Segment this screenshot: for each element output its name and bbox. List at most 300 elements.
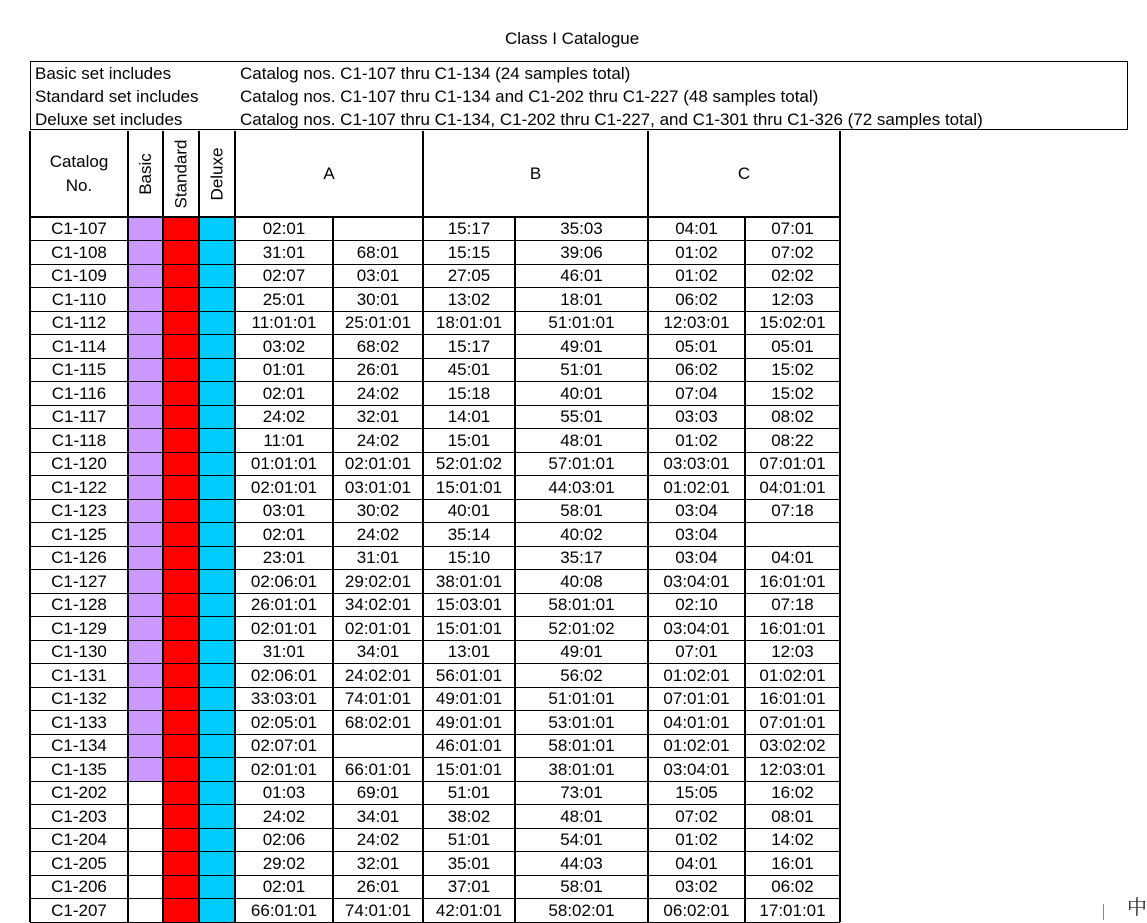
horizontal-grid-line: [30, 381, 840, 382]
allele-cell-b1: 15:01:01: [435, 759, 503, 779]
basic-swatch: [128, 805, 163, 829]
allele-cell-c2: 12:03: [771, 289, 814, 309]
header-standard: Standard: [171, 139, 190, 209]
deluxe-swatch: [199, 335, 235, 359]
standard-swatch: [163, 899, 199, 923]
catalog-table: [30, 131, 840, 920]
allele-cell-a2: 25:01:01: [344, 313, 412, 332]
standard-swatch: [163, 805, 199, 829]
allele-cell-a1: 01:01:01: [250, 454, 318, 473]
allele-cell-c2: [745, 523, 840, 547]
allele-cell-c1: 02:10: [675, 595, 718, 614]
standard-set-label: Standard set includes: [35, 87, 199, 106]
allele-cell-b1: 35:14: [447, 524, 491, 544]
allele-cell-a1: 02:01:01: [250, 618, 318, 638]
catalog-no-cell: C1-107: [51, 219, 107, 238]
allele-cell-b2: 49:01: [560, 336, 603, 356]
allele-cell-b2: 40:02: [560, 524, 603, 544]
allele-cell-c1: 01:02:01: [663, 736, 730, 755]
deluxe-swatch: [199, 499, 235, 523]
allele-cell-a2: 26:01: [356, 360, 400, 379]
standard-swatch: [163, 358, 199, 382]
window-edge-divider: [1103, 904, 1104, 920]
allele-cell-b2: 58:01: [560, 877, 603, 896]
allele-cell-b2: 54:01: [560, 830, 603, 849]
allele-cell-b1: 18:01:01: [435, 313, 503, 332]
allele-cell-a1: 02:01: [262, 383, 306, 403]
allele-cell-a1: 02:07:01: [250, 736, 318, 755]
standard-swatch: [163, 523, 199, 547]
set-info-box: [30, 61, 1128, 130]
deluxe-swatch: [199, 382, 235, 406]
horizontal-grid-line: [30, 734, 840, 735]
allele-cell-b2: 35:17: [560, 548, 603, 567]
allele-cell-a2: 68:01: [356, 242, 400, 262]
allele-cell-c2: 16:01:01: [759, 618, 826, 638]
basic-swatch: [128, 617, 163, 641]
catalog-no-cell: C1-206: [51, 877, 107, 896]
basic-swatch: [128, 758, 163, 782]
allele-cell-a2: 34:01: [356, 642, 400, 661]
allele-cell-a1: 33:03:01: [250, 689, 318, 708]
standard-swatch: [163, 335, 199, 359]
standard-swatch: [163, 382, 199, 406]
deluxe-swatch: [199, 758, 235, 782]
standard-swatch: [163, 758, 199, 782]
allele-cell-b2: 57:01:01: [548, 454, 615, 473]
allele-cell-b2: 49:01: [560, 642, 603, 661]
deluxe-swatch: [199, 429, 235, 453]
horizontal-grid-line: [30, 687, 840, 688]
allele-cell-c1: 06:02: [675, 289, 718, 309]
allele-cell-a1: 02:01: [262, 219, 306, 238]
allele-cell-b2: 51:01: [560, 360, 603, 379]
deluxe-swatch: [199, 617, 235, 641]
catalog-no-cell: C1-204: [51, 830, 107, 849]
standard-swatch: [163, 828, 199, 852]
allele-cell-c1: 04:01:01: [663, 712, 730, 732]
horizontal-grid-line: [30, 922, 840, 923]
basic-swatch: [128, 687, 163, 711]
allele-cell-b1: 14:01: [447, 407, 491, 426]
allele-cell-c1: 04:01: [675, 219, 718, 238]
standard-swatch: [163, 288, 199, 312]
allele-cell-a1: 02:06: [262, 830, 306, 849]
allele-cell-b1: 51:01: [447, 830, 491, 849]
page-title: Class I Catalogue: [505, 29, 640, 48]
catalog-no-cell: C1-207: [51, 900, 107, 920]
allele-cell-a2: 24:02: [356, 524, 400, 544]
allele-cell-b1: 15:01:01: [435, 477, 503, 497]
standard-swatch: [163, 546, 199, 570]
deluxe-swatch: [199, 241, 235, 265]
standard-swatch: [163, 617, 199, 641]
standard-swatch: [163, 241, 199, 265]
basic-swatch: [128, 499, 163, 523]
catalog-no-cell: C1-129: [51, 618, 107, 638]
allele-cell-b2: 40:08: [560, 571, 603, 591]
allele-cell-a2: 34:02:01: [344, 595, 412, 614]
allele-cell-c2: 07:18: [771, 501, 814, 520]
allele-cell-b1: 15:01: [447, 430, 491, 450]
horizontal-grid-line: [30, 334, 840, 335]
allele-cell-a2: 68:02:01: [344, 712, 412, 732]
allele-cell-a2: 29:02:01: [344, 571, 412, 591]
allele-cell-c2: 04:01: [771, 548, 814, 567]
catalog-no-cell: C1-118: [51, 430, 107, 450]
catalog-no-cell: C1-116: [51, 383, 107, 403]
allele-cell-a2: [333, 217, 423, 241]
allele-cell-c1: 12:03:01: [663, 313, 730, 332]
deluxe-swatch: [199, 899, 235, 923]
basic-swatch: [128, 570, 163, 594]
allele-cell-a2: 02:01:01: [344, 618, 412, 638]
basic-swatch: [128, 264, 163, 288]
basic-swatch: [128, 476, 163, 500]
basic-swatch: [128, 523, 163, 547]
allele-cell-b2: 51:01:01: [548, 313, 615, 332]
allele-cell-b1: 15:18: [447, 383, 491, 403]
horizontal-grid-line: [30, 428, 840, 429]
horizontal-grid-line: [30, 757, 840, 758]
horizontal-grid-line: [30, 616, 840, 617]
allele-cell-b1: 35:01: [447, 853, 491, 873]
deluxe-swatch: [199, 711, 235, 735]
allele-cell-c2: 14:02: [771, 830, 814, 849]
deluxe-swatch: [199, 217, 235, 241]
allele-cell-c2: 07:02: [771, 242, 814, 262]
allele-cell-a1: 02:01: [262, 877, 306, 896]
allele-cell-c1: 01:02:01: [663, 477, 730, 497]
catalog-no-cell: C1-126: [51, 548, 107, 567]
catalog-no-cell: C1-123: [51, 501, 107, 520]
deluxe-swatch: [199, 476, 235, 500]
horizontal-grid-line: [30, 240, 840, 241]
allele-cell-a2: 30:01: [356, 289, 400, 309]
allele-cell-a1: 24:02: [262, 806, 306, 826]
basic-swatch: [128, 852, 163, 876]
horizontal-grid-line: [30, 851, 840, 852]
allele-cell-a1: 02:06:01: [250, 665, 318, 685]
catalog-no-cell: C1-114: [51, 336, 107, 356]
horizontal-grid-line: [30, 804, 840, 805]
allele-cell-a2: 30:02: [356, 501, 400, 520]
catalog-no-cell: C1-109: [51, 266, 107, 285]
allele-cell-c2: 06:02: [771, 877, 814, 896]
allele-cell-c2: 07:18: [771, 595, 814, 614]
allele-cell-b1: 56:01:01: [435, 665, 503, 685]
horizontal-grid-line: [30, 569, 840, 570]
allele-cell-a2: 32:01: [356, 407, 400, 426]
deluxe-swatch: [199, 452, 235, 476]
horizontal-grid-line: [30, 287, 840, 288]
basic-swatch: [128, 711, 163, 735]
allele-cell-a2: 26:01: [356, 877, 400, 896]
allele-cell-c2: 07:01:01: [759, 454, 826, 473]
allele-cell-c2: 15:02: [771, 360, 814, 379]
allele-cell-b1: 38:02: [447, 806, 491, 826]
allele-cell-c1: 03:04:01: [663, 759, 730, 779]
allele-cell-a1: 02:01:01: [250, 477, 318, 497]
deluxe-swatch: [199, 852, 235, 876]
basic-swatch: [128, 640, 163, 664]
catalog-no-cell: C1-108: [51, 242, 107, 262]
horizontal-grid-line: [30, 405, 840, 406]
allele-cell-c1: 01:02: [675, 430, 718, 450]
basic-swatch: [128, 335, 163, 359]
allele-cell-b1: 13:01: [447, 642, 491, 661]
basic-swatch: [128, 452, 163, 476]
allele-cell-c2: 12:03:01: [759, 759, 826, 779]
allele-cell-c2: 16:01: [771, 853, 814, 873]
allele-cell-c2: 08:02: [771, 407, 814, 426]
header-a: A: [323, 164, 335, 183]
catalog-no-cell: C1-117: [51, 407, 107, 426]
allele-cell-b1: 13:02: [447, 289, 491, 309]
allele-cell-b2: 18:01: [560, 289, 603, 309]
allele-cell-a1: 66:01:01: [250, 900, 318, 920]
horizontal-grid-line: [30, 898, 840, 899]
header-basic: Basic: [135, 153, 155, 195]
allele-cell-a1: 25:01: [262, 289, 306, 309]
allele-cell-b2: 38:01:01: [548, 759, 615, 779]
horizontal-grid-line: [30, 264, 840, 265]
catalog-no-cell: C1-134: [51, 736, 107, 755]
horizontal-grid-line: [30, 593, 840, 594]
allele-cell-b1: 27:05: [447, 266, 491, 285]
header-catalog-no: Catalog No.: [49, 152, 109, 195]
allele-cell-c1: 03:03: [675, 407, 718, 426]
horizontal-grid-line: [30, 781, 840, 782]
allele-cell-c2: 07:01: [771, 219, 814, 238]
allele-cell-c2: 16:01:01: [759, 689, 826, 708]
deluxe-swatch: [199, 734, 235, 758]
allele-cell-a1: 02:06:01: [250, 571, 318, 591]
catalog-no-cell: C1-115: [51, 360, 107, 379]
allele-cell-c1: 07:02: [675, 806, 718, 826]
deluxe-swatch: [199, 828, 235, 852]
allele-cell-a1: 31:01: [262, 242, 306, 262]
allele-cell-a2: 24:02:01: [344, 665, 412, 685]
standard-swatch: [163, 429, 199, 453]
allele-cell-b1: 15:15: [447, 242, 491, 262]
allele-cell-a1: 01:01: [262, 360, 306, 379]
allele-cell-b1: 15:10: [447, 548, 491, 567]
allele-cell-a1: 23:01: [262, 548, 306, 567]
standard-swatch: [163, 711, 199, 735]
allele-cell-c1: 06:02: [675, 360, 718, 379]
allele-cell-c1: 03:02: [675, 877, 718, 896]
horizontal-grid-line: [30, 452, 840, 453]
header-deluxe: Deluxe: [207, 147, 227, 201]
catalog-no-cell: C1-128: [51, 595, 107, 614]
allele-cell-b2: 56:02: [560, 665, 603, 685]
deluxe-swatch: [199, 640, 235, 664]
allele-cell-a1: 02:01: [262, 524, 306, 544]
allele-cell-b1: 42:01:01: [435, 900, 503, 920]
header-b: B: [529, 164, 542, 183]
basic-set-value: Catalog nos. C1-107 thru C1-134 (24 samples total): [240, 64, 631, 83]
standard-swatch: [163, 687, 199, 711]
allele-cell-c2: 08:22: [771, 430, 814, 450]
horizontal-grid-line: [30, 475, 840, 476]
basic-swatch: [128, 593, 163, 617]
deluxe-swatch: [199, 570, 235, 594]
catalog-no-cell: C1-202: [51, 783, 107, 802]
allele-cell-b2: 58:01:01: [548, 736, 615, 755]
deluxe-swatch: [199, 288, 235, 312]
standard-swatch: [163, 781, 199, 805]
basic-swatch: [128, 429, 163, 453]
allele-cell-a1: 02:05:01: [250, 712, 318, 732]
horizontal-grid-line: [30, 311, 840, 312]
basic-swatch: [128, 899, 163, 923]
allele-cell-c2: 03:02:02: [759, 736, 826, 755]
standard-swatch: [163, 499, 199, 523]
allele-cell-b2: 55:01: [560, 407, 603, 426]
deluxe-swatch: [199, 358, 235, 382]
allele-cell-c1: 03:04: [675, 524, 718, 544]
allele-cell-b2: 58:02:01: [548, 900, 615, 920]
catalog-no-cell: C1-130: [51, 642, 107, 661]
standard-swatch: [163, 570, 199, 594]
allele-cell-a2: [333, 734, 423, 758]
basic-swatch: [128, 734, 163, 758]
allele-cell-c1: 05:01: [675, 336, 718, 356]
allele-cell-b1: 52:01:02: [435, 454, 503, 473]
horizontal-grid-line: [30, 663, 840, 664]
allele-cell-b1: 45:01: [447, 360, 491, 379]
basic-swatch: [128, 828, 163, 852]
header-c: C: [737, 164, 751, 183]
catalog-no-cell: C1-133: [51, 712, 107, 732]
basic-swatch: [128, 664, 163, 688]
standard-swatch: [163, 593, 199, 617]
allele-cell-b1: 51:01: [447, 783, 491, 802]
catalog-no-cell: C1-122: [51, 477, 107, 497]
allele-cell-a1: 11:01: [263, 430, 305, 450]
basic-swatch: [128, 217, 163, 241]
allele-cell-b2: 39:06: [560, 242, 603, 262]
allele-cell-a2: 02:01:01: [344, 454, 412, 473]
catalog-no-cell: C1-110: [51, 289, 107, 309]
standard-swatch: [163, 405, 199, 429]
allele-cell-b2: 53:01:01: [548, 712, 615, 732]
deluxe-swatch: [199, 593, 235, 617]
allele-cell-a2: 31:01: [356, 548, 400, 567]
basic-swatch: [128, 781, 163, 805]
catalog-no-cell: C1-127: [51, 571, 107, 591]
allele-cell-c1: 06:02:01: [663, 900, 730, 920]
allele-cell-a2: 24:02: [356, 830, 400, 849]
allele-cell-b2: 73:01: [560, 783, 603, 802]
basic-swatch: [128, 241, 163, 265]
allele-cell-b1: 40:01: [447, 501, 491, 520]
basic-swatch: [128, 311, 163, 335]
allele-cell-c1: 03:04: [675, 548, 718, 567]
allele-cell-c1: 01:02:01: [663, 665, 730, 685]
catalog-no-cell: C1-125: [51, 524, 107, 544]
deluxe-swatch: [199, 805, 235, 829]
allele-cell-b1: 46:01:01: [435, 736, 503, 755]
allele-cell-a2: 03:01:01: [344, 477, 412, 497]
allele-cell-c2: 12:03: [771, 642, 814, 661]
basic-swatch: [128, 546, 163, 570]
allele-cell-c2: 15:02: [771, 383, 814, 403]
standard-swatch: [163, 875, 199, 899]
horizontal-grid-line: [30, 216, 840, 218]
horizontal-grid-line: [30, 640, 840, 641]
standard-swatch: [163, 852, 199, 876]
catalog-no-cell: C1-132: [51, 689, 107, 708]
deluxe-swatch: [199, 781, 235, 805]
catalog-no-cell: C1-205: [51, 853, 107, 873]
allele-cell-b2: 46:01: [560, 266, 603, 285]
allele-cell-c1: 01:02: [675, 266, 718, 285]
allele-cell-a1: 24:02: [262, 407, 306, 426]
deluxe-swatch: [199, 523, 235, 547]
allele-cell-a2: 34:01: [356, 806, 400, 826]
standard-swatch: [163, 476, 199, 500]
allele-cell-a1: 03:02: [262, 336, 306, 356]
allele-cell-c1: 15:05: [675, 783, 718, 802]
catalog-no-cell: C1-120: [51, 454, 107, 473]
allele-cell-c2: 17:01:01: [759, 900, 826, 920]
deluxe-swatch: [199, 875, 235, 899]
allele-cell-c1: 07:04: [675, 383, 718, 403]
allele-cell-c2: 01:02:01: [759, 665, 826, 685]
allele-cell-b2: 48:01: [560, 430, 603, 450]
allele-cell-a1: 02:07: [262, 266, 306, 285]
ime-indicator: 中: [1127, 897, 1147, 919]
allele-cell-b2: 44:03: [560, 853, 603, 873]
allele-cell-a1: 26:01:01: [250, 595, 318, 614]
allele-cell-c1: 03:04:01: [663, 571, 730, 591]
allele-cell-c2: 04:01:01: [759, 477, 826, 497]
deluxe-swatch: [199, 311, 235, 335]
allele-cell-a2: 74:01:01: [344, 900, 412, 920]
deluxe-swatch: [199, 664, 235, 688]
allele-cell-c1: 01:02: [675, 830, 718, 849]
allele-cell-b1: 15:01:01: [435, 618, 503, 638]
catalog-no-cell: C1-131: [51, 665, 107, 685]
allele-cell-c1: 03:03:01: [663, 454, 730, 473]
horizontal-grid-line: [30, 358, 840, 359]
allele-cell-a1: 03:01: [262, 501, 306, 520]
deluxe-swatch: [199, 264, 235, 288]
standard-swatch: [163, 311, 199, 335]
allele-cell-c1: 07:01:01: [663, 689, 730, 708]
allele-cell-c1: 07:01: [675, 642, 718, 661]
allele-cell-b1: 49:01:01: [435, 689, 503, 708]
allele-cell-c2: 02:02: [771, 266, 814, 285]
allele-cell-b1: 15:17: [447, 336, 491, 356]
allele-cell-a2: 24:02: [356, 383, 400, 403]
allele-cell-b2: 35:03: [560, 219, 603, 238]
deluxe-swatch: [199, 405, 235, 429]
basic-swatch: [128, 358, 163, 382]
allele-cell-b1: 15:03:01: [435, 595, 503, 614]
horizontal-grid-line: [30, 710, 840, 711]
horizontal-grid-line: [30, 875, 840, 876]
allele-cell-a2: 69:01: [356, 783, 400, 802]
standard-swatch: [163, 264, 199, 288]
allele-cell-b1: 15:17: [447, 219, 491, 238]
allele-cell-a1: 29:02: [262, 853, 306, 873]
allele-cell-c2: 08:01: [771, 806, 814, 826]
allele-cell-c2: 16:01:01: [759, 571, 826, 591]
allele-cell-b2: 48:01: [560, 806, 603, 826]
